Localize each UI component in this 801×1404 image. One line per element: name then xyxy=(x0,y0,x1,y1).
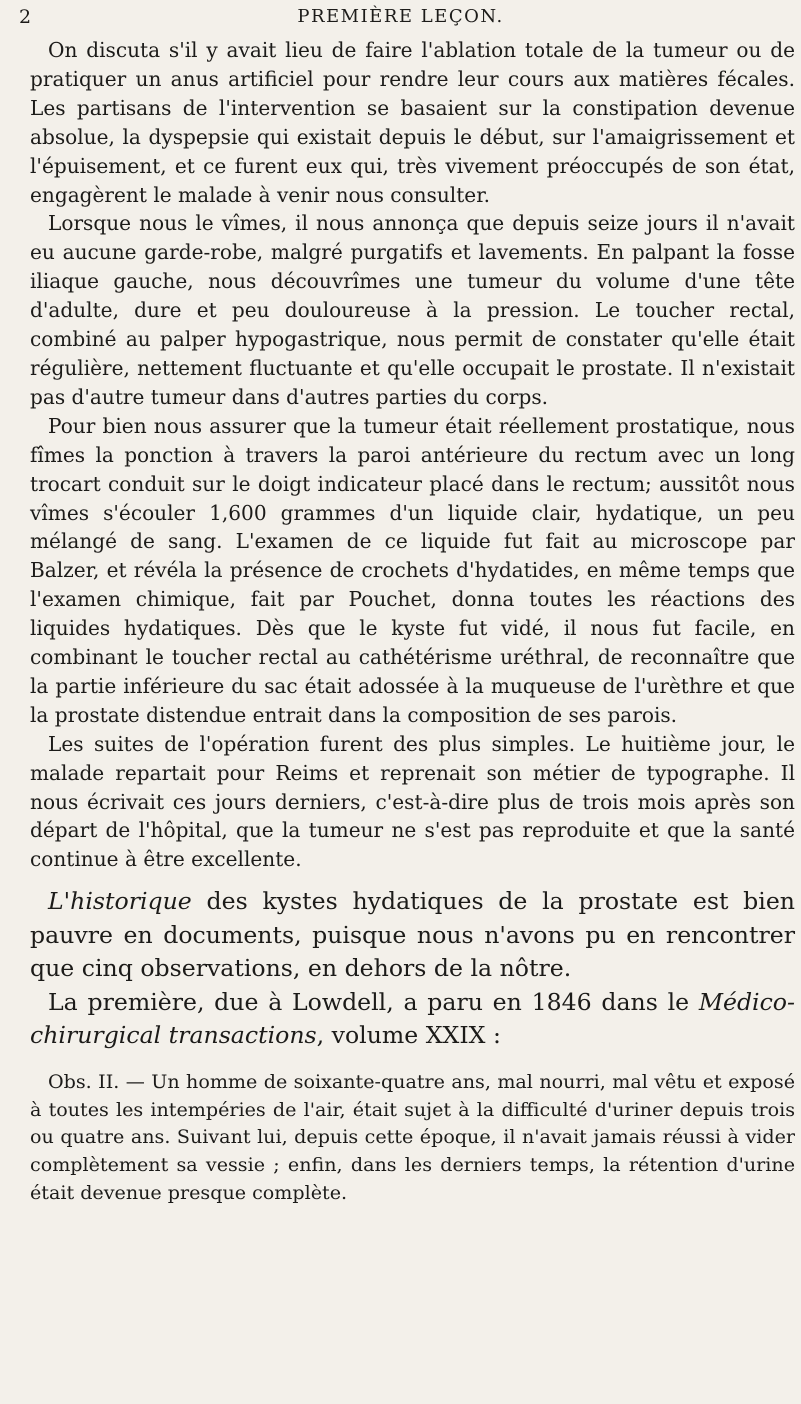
journal-title: Médico-chirurgical transactions xyxy=(30,987,795,1050)
historique-text: des kystes hydatiques de la prostate est bien pauvre en documents, puisque nous n'avons pu en rencontrer que cinq observations, en dehors de la nôtre. xyxy=(30,887,795,983)
paragraph-ablation: On discuta s'il y avait lieu de faire l'ablation totale de la tumeur ou de pratiquer un anus artificiel pour rendre leur cours aux matières fécales. Les partisans de l'intervention se basaient sur la constipation devenue absolue, la dyspepsie qui existait depuis le début, sur l'amaigrissement et l'épuisement, et ce furent eux qui, très vivement préoccupés de son état, engagèrent le malade à venir nous consulter. xyxy=(30,38,795,207)
page-number: 2 xyxy=(19,6,32,28)
running-head xyxy=(0,6,801,32)
premiere-tail: , volume XXIX : xyxy=(316,1021,501,1050)
paragraph-puncture: Pour bien nous assurer que la tumeur était réellement prostatique, nous fîmes la ponction à travers la paroi antérieure du rectum avec un long trocart conduit sur le doigt indicateur placé dans le rectum; aussitôt nous vîmes s'écouler 1,600 grammes d'un liquide clair, hydatique, un peu mélangé de sang. L'examen de ce liquide fut fait au microscope par Balzer, et révéla la présence de crochets d'hydatides, en même temps que l'examen chimique, fait par Pouchet, donna toutes les réactions des liquides hydatiques. Dès que le kyste fut vidé, il nous fut facile, en combinant le toucher rectal au cathétérisme uréthral, de reconnaître que la partie inférieure du sac était adossée à la muqueuse de l'urèthre et que la prostate distendue entrait dans la composition de ses parois. xyxy=(30,413,795,727)
paragraph-outcome: Les suites de l'opération furent des plus simples. Le huitième jour, le malade repartait pour Reims et reprenait son métier de typographe. Il nous écrivait ces jours derniers, c'est-à-dire plus de trois mois après son départ de l'hôpital, que la tumeur ne s'est pas reproduite et que la santé continue à être excellente. xyxy=(30,731,795,872)
observation-two: Obs. II. — Un homme de soixante-quatre ans, mal nourri, mal vêtu et exposé à toutes les intempéries de l'air, était sujet à la difficulté d'uriner depuis trois ou quatre ans. Suivant lui, depuis cette époque, il n'avait jamais réussi à vider complètement sa vessie ; enfin, dans les derniers temps, la rétention d'urine était devenue presque complète. xyxy=(30,1069,795,1204)
chapter-title: PREMIÈRE LEÇON. xyxy=(297,6,504,27)
paragraph-historique xyxy=(30,885,795,986)
paragraph-examination: Lorsque nous le vîmes, il nous annonça que depuis seize jours il n'avait eu aucune garde-robe, malgré purgatifs et lavements. En palpant la fosse iliaque gauche, nous découvrîmes une tumeur du volume d'une tête d'adulte, dure et peu douloureuse à la pression. Le toucher rectal, combiné au palper hypogastrique, nous permit de constater qu'elle était régulière, nettement fluctuante et qu'elle occupait le prostate. Il n'existait pas d'autre tumeur dans d'autres parties du corps. xyxy=(30,211,795,409)
premiere-text: La première, due à Lowdell, a paru en 1846 dans le xyxy=(48,987,699,1016)
body-text xyxy=(30,36,795,1207)
paragraph-premiere xyxy=(30,986,795,1053)
historique-lead: L'historique xyxy=(48,887,192,916)
